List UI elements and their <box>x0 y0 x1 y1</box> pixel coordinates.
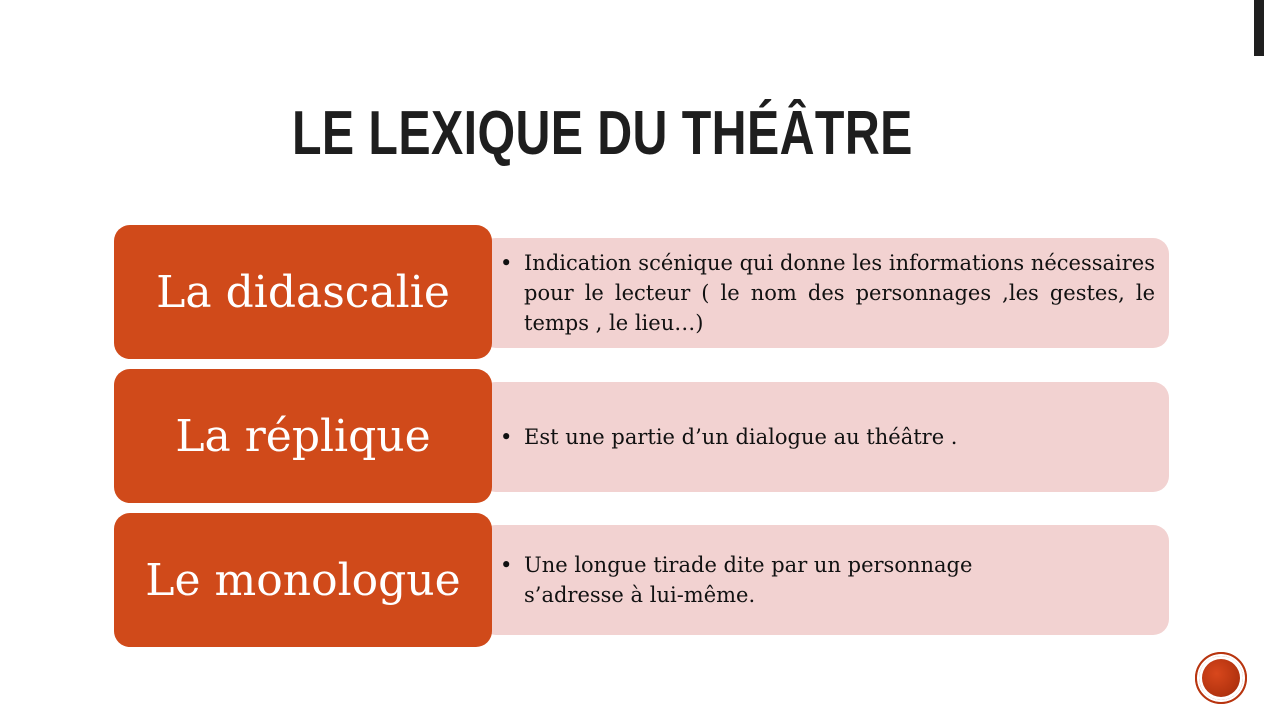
definition-list <box>500 422 1155 452</box>
term-box: Le monologue <box>114 513 492 647</box>
definition-text: • Indication scénique qui donne les informations nécessaires pour le lecteur ( le nom des personnages ,les gestes, le temps , le lieu…) <box>524 248 1155 338</box>
circle-nav-icon[interactable] <box>1197 654 1245 702</box>
definition-list <box>500 248 1155 338</box>
definition-text: • Une longue tirade dite par un personnage s’adresse à lui-même. <box>524 550 1155 610</box>
slide-title: LE LEXIQUE DU THÉÂTRE <box>292 98 913 168</box>
definition-box <box>480 238 1169 348</box>
definition-box <box>480 382 1169 492</box>
definition-text: • Est une partie d’un dialogue au théâtre . <box>524 422 1155 452</box>
corner-accent-bar <box>1254 0 1264 56</box>
term-box: La réplique <box>114 369 492 503</box>
definition-list <box>500 550 1155 610</box>
term-box: La didascalie <box>114 225 492 359</box>
definition-box <box>480 525 1169 635</box>
